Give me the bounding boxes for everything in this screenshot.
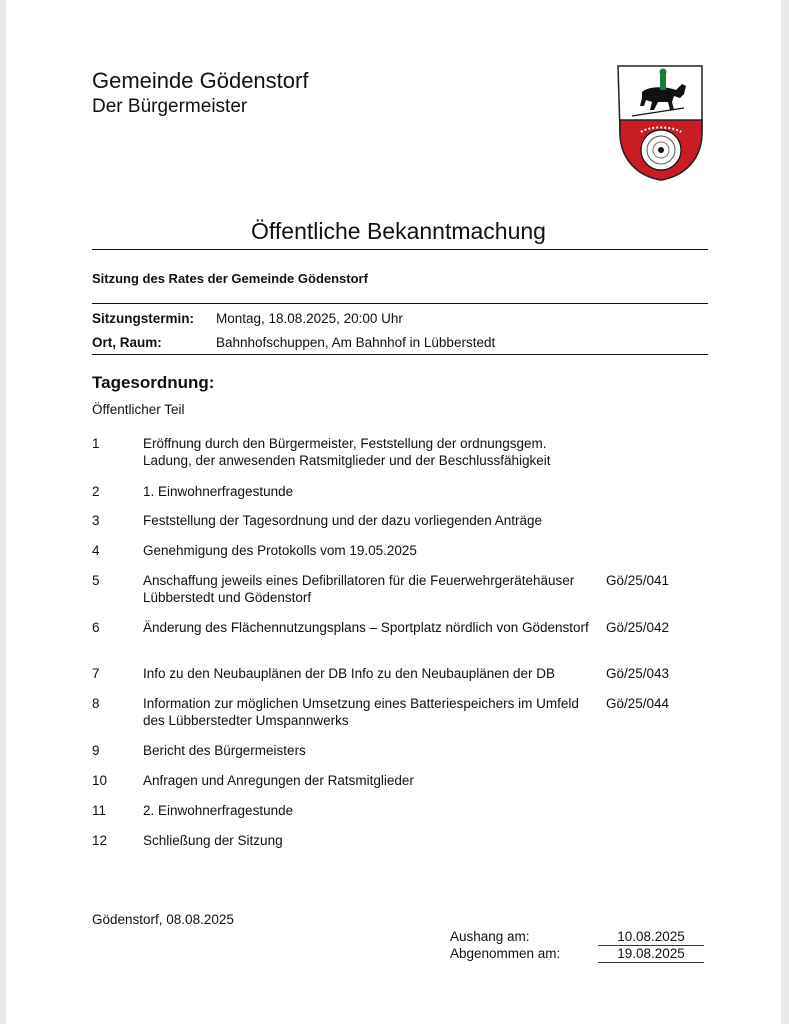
agenda-item-number: 11 xyxy=(92,803,107,818)
agenda-item-text: Änderung des Flächennutzungsplans – Sportplatz nördlich von Gödenstorf xyxy=(143,620,589,635)
agenda-item-text: Genehmigung des Protokolls vom 19.05.2025 xyxy=(143,543,417,558)
meeting-date-label: Sitzungstermin: xyxy=(92,311,195,326)
agenda-item-number: 7 xyxy=(92,666,100,681)
agenda-item-number: 4 xyxy=(92,543,100,558)
place-and-date: Gödenstorf, 08.08.2025 xyxy=(92,912,234,927)
agenda-item-text: 1. Einwohnerfragestunde xyxy=(143,484,294,499)
info-bottom-divider xyxy=(92,354,708,355)
document-title: Öffentliche Bekanntmachung xyxy=(251,218,546,244)
agenda-item-number: 3 xyxy=(92,513,100,528)
agenda-item-text: Eröffnung durch den Bürgermeister, Feststellung der ordnungsgem. Ladung, der anwesenden Ratsmitglieder und der Beschlussfähigkeit xyxy=(143,436,551,468)
agenda-item-reference: Gö/25/043 xyxy=(606,666,670,681)
agenda-item-number: 2 xyxy=(92,484,100,499)
removed-date: 19.08.2025 xyxy=(598,946,704,963)
agenda-item-reference: Gö/25/041 xyxy=(606,573,670,588)
mayor-title: Der Bürgermeister xyxy=(92,96,248,117)
removed-label: Abgenommen am: xyxy=(450,946,561,961)
agenda-item-text: Info zu den Neubauplänen der DB Info zu den Neubauplänen der DB xyxy=(143,666,556,681)
agenda-item-number: 9 xyxy=(92,743,100,758)
agenda-item-number: 12 xyxy=(92,833,108,848)
agenda-item-text: 2. Einwohnerfragestunde xyxy=(143,803,294,818)
agenda-item-text: Anfragen und Anregungen der Ratsmitglieder xyxy=(143,773,414,788)
agenda-item-reference: Gö/25/042 xyxy=(606,620,670,635)
location-value: Bahnhofschuppen, Am Bahnhof in Lübberstedt xyxy=(216,335,496,350)
location-label: Ort, Raum: xyxy=(92,335,162,350)
meeting-name: Sitzung des Rates der Gemeinde Gödenstorf xyxy=(92,271,368,286)
municipality-name: Gemeinde Gödenstorf xyxy=(92,68,309,93)
agenda-item-number: 8 xyxy=(92,696,100,711)
agenda-item-text: Schließung der Sitzung xyxy=(143,833,283,848)
posted-date: 10.08.2025 xyxy=(598,929,704,946)
agenda-item-number: 6 xyxy=(92,620,100,635)
title-divider xyxy=(92,249,708,250)
posted-label: Aushang am: xyxy=(450,929,530,944)
info-top-divider xyxy=(92,303,708,304)
agenda-item-text: Anschaffung jeweils eines Defibrillatoren für die Feuerwehrgerätehäuser Lübberstedt und Gödenstorf xyxy=(143,573,575,605)
agenda-item-number: 1 xyxy=(92,436,100,451)
agenda-item-number: 5 xyxy=(92,573,100,588)
agenda-item-reference: Gö/25/044 xyxy=(606,696,670,711)
agenda-section-label: Öffentlicher Teil xyxy=(92,402,185,417)
agenda-item-number: 10 xyxy=(92,773,108,788)
agenda-item-text: Bericht des Bürgermeisters xyxy=(143,743,306,758)
agenda-item-text: Information zur möglichen Umsetzung eines Batteriespeichers im Umfeld des Lübberstedter Umspannwerks xyxy=(143,696,579,728)
agenda-heading: Tagesordnung: xyxy=(92,373,215,392)
coat-of-arms-icon xyxy=(614,62,708,182)
meeting-date-value: Montag, 18.08.2025, 20:00 Uhr xyxy=(216,311,403,326)
agenda-item-text: Feststellung der Tagesordnung und der dazu vorliegenden Anträge xyxy=(143,513,543,528)
